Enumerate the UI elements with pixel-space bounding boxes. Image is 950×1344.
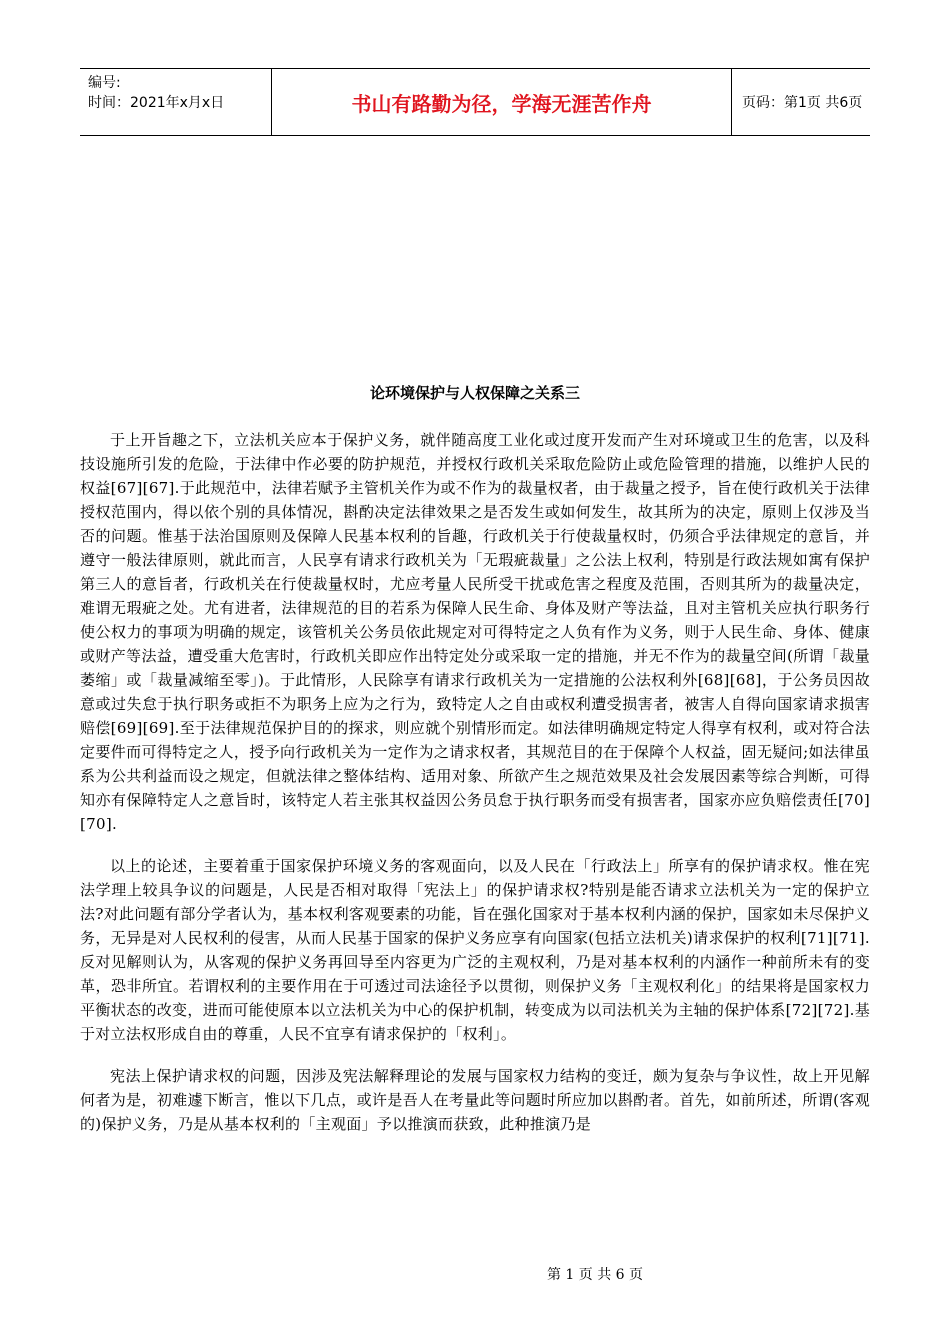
- document-body: [80, 428, 870, 1154]
- header-page-info: 页码：第1页 共6页: [742, 95, 863, 111]
- paragraph: 以上的论述，主要着重于国家保护环境义务的客观面向，以及人民在「行政法上」所享有的保护请求权。惟在宪法学理上较具争议的问题是，人民是否相对取得「宪法上」的保护请求权?特别是能否请求立法机关为一定的保护立法?对此问题有部分学者认为，基本权利客观要素的功能，旨在强化国家对于基本权利内涵的保护，国家如未尽保护义务，无异是对人民权利的侵害，从而人民基于国家的保护义务应享有向国家(包括立法机关)请求保护的权利[71][71].反对见解则认为，从客观的保护义务再回导至内容更为广泛的主观权利，乃是对基本权利的内涵作一种前所未有的变革，恐非所宜。若谓权利的主要作用在于可透过司法途径予以贯彻，则保护义务「主观权利化」的结果将是国家权力平衡状态的改变，进而可能使原本以立法机关为中心的保护机制，转变成为以司法机关为主轴的保护体系[72][72].基于对立法权形成自由的尊重，人民不宜享有请求保护的「权利」。: [80, 857, 870, 1043]
- page-footer: 第 1 页 共 6 页: [546, 1267, 644, 1283]
- document-title: 论环境保护与人权保障之关系三: [369, 384, 580, 402]
- paragraph: 宪法上保护请求权的问题，因涉及宪法解释理论的发展与国家权力结构的变迁，颇为复杂与争议性，故上开见解何者为是，初难遽下断言，惟以下几点，或许是吾人在考量此等问题时所应加以斟酌者。首先，如前所述，所谓(客观的)保护义务，乃是从基本权利的「主观面」予以推演而获致，此种推演乃是: [80, 1067, 870, 1133]
- document-time-label: 时间：2021年x月x日: [88, 95, 225, 111]
- paragraph: 于上开旨趣之下，立法机关应本于保护义务，就伴随高度工业化或过度开发而产生对环境或卫生的危害，以及科技设施所引发的危险，于法律中作必要的防护规范，并授权行政机关采取危险防止或危险管理的措施，以维护人民的权益[67][67].于此规范中，法律若赋予主管机关作为或不作为的裁量权者，由于裁量之授予，旨在使行政机关于法律授权范围内，得以依个别的具体情况，斟酌决定法律效果之是否发生或如何发生，故其所为的决定，原则上仅涉及当否的问题。惟基于法治国原则及保障人民基本权利的旨趣，行政机关于行使裁量权时，仍须合乎法律规定的意旨，并遵守一般法律原则，就此而言，人民享有请求行政机关为「无瑕疵裁量」之公法上权利，特别是行政法规如寓有保护第三人的意旨者，行政机关在行使裁量权时，尤应考量人民所受干扰或危害之程度及范围，否则其所为的裁量决定，难谓无瑕疵之处。尤有进者，法律规范的目的若系为保障人民生命、身体及财产等法益，且对主管机关应执行职务行使公权力的事项为明确的规定，该管机关公务员依此规定对可得特定之人负有作为义务，则于人民生命、身体、健康或财产等法益，遭受重大危害时，行政机关即应作出特定处分或采取一定的措施，并无不作为的裁量空间(所谓「裁量萎缩」或「裁量减缩至零」)。于此情形，人民除享有请求行政机关为一定措施的公法权利外[68][68]，于公务员因故意或过失怠于执行职务或拒不为职务上应为之行为，致特定人之自由或权利遭受损害者，被害人自得向国家请求损害赔偿[69][69].至于法律规范保护目的的探求，则应就个别情形而定。如法律明确规定特定人得享有权利，或对符合法定要件而可得特定之人，授予向行政机关为一定作为之请求权者，其规范目的在于保障个人权益，固无疑问;如法律虽系为公共利益而设之规定，但就法律之整体结构、适用对象、所欲产生之规范效果及社会发展因素等综合判断，可得知亦有保障特定人之意旨时，该特定人若主张其权益因公务员怠于执行职务而受有损害者，国家亦应负赔偿责任[70][70].: [80, 431, 870, 833]
- header-left-cell: [80, 69, 272, 135]
- page-header: [80, 68, 870, 136]
- document-number-label: 编号:: [88, 75, 121, 91]
- header-motto: 书山有路勤为径，学海无涯苦作舟: [272, 69, 732, 135]
